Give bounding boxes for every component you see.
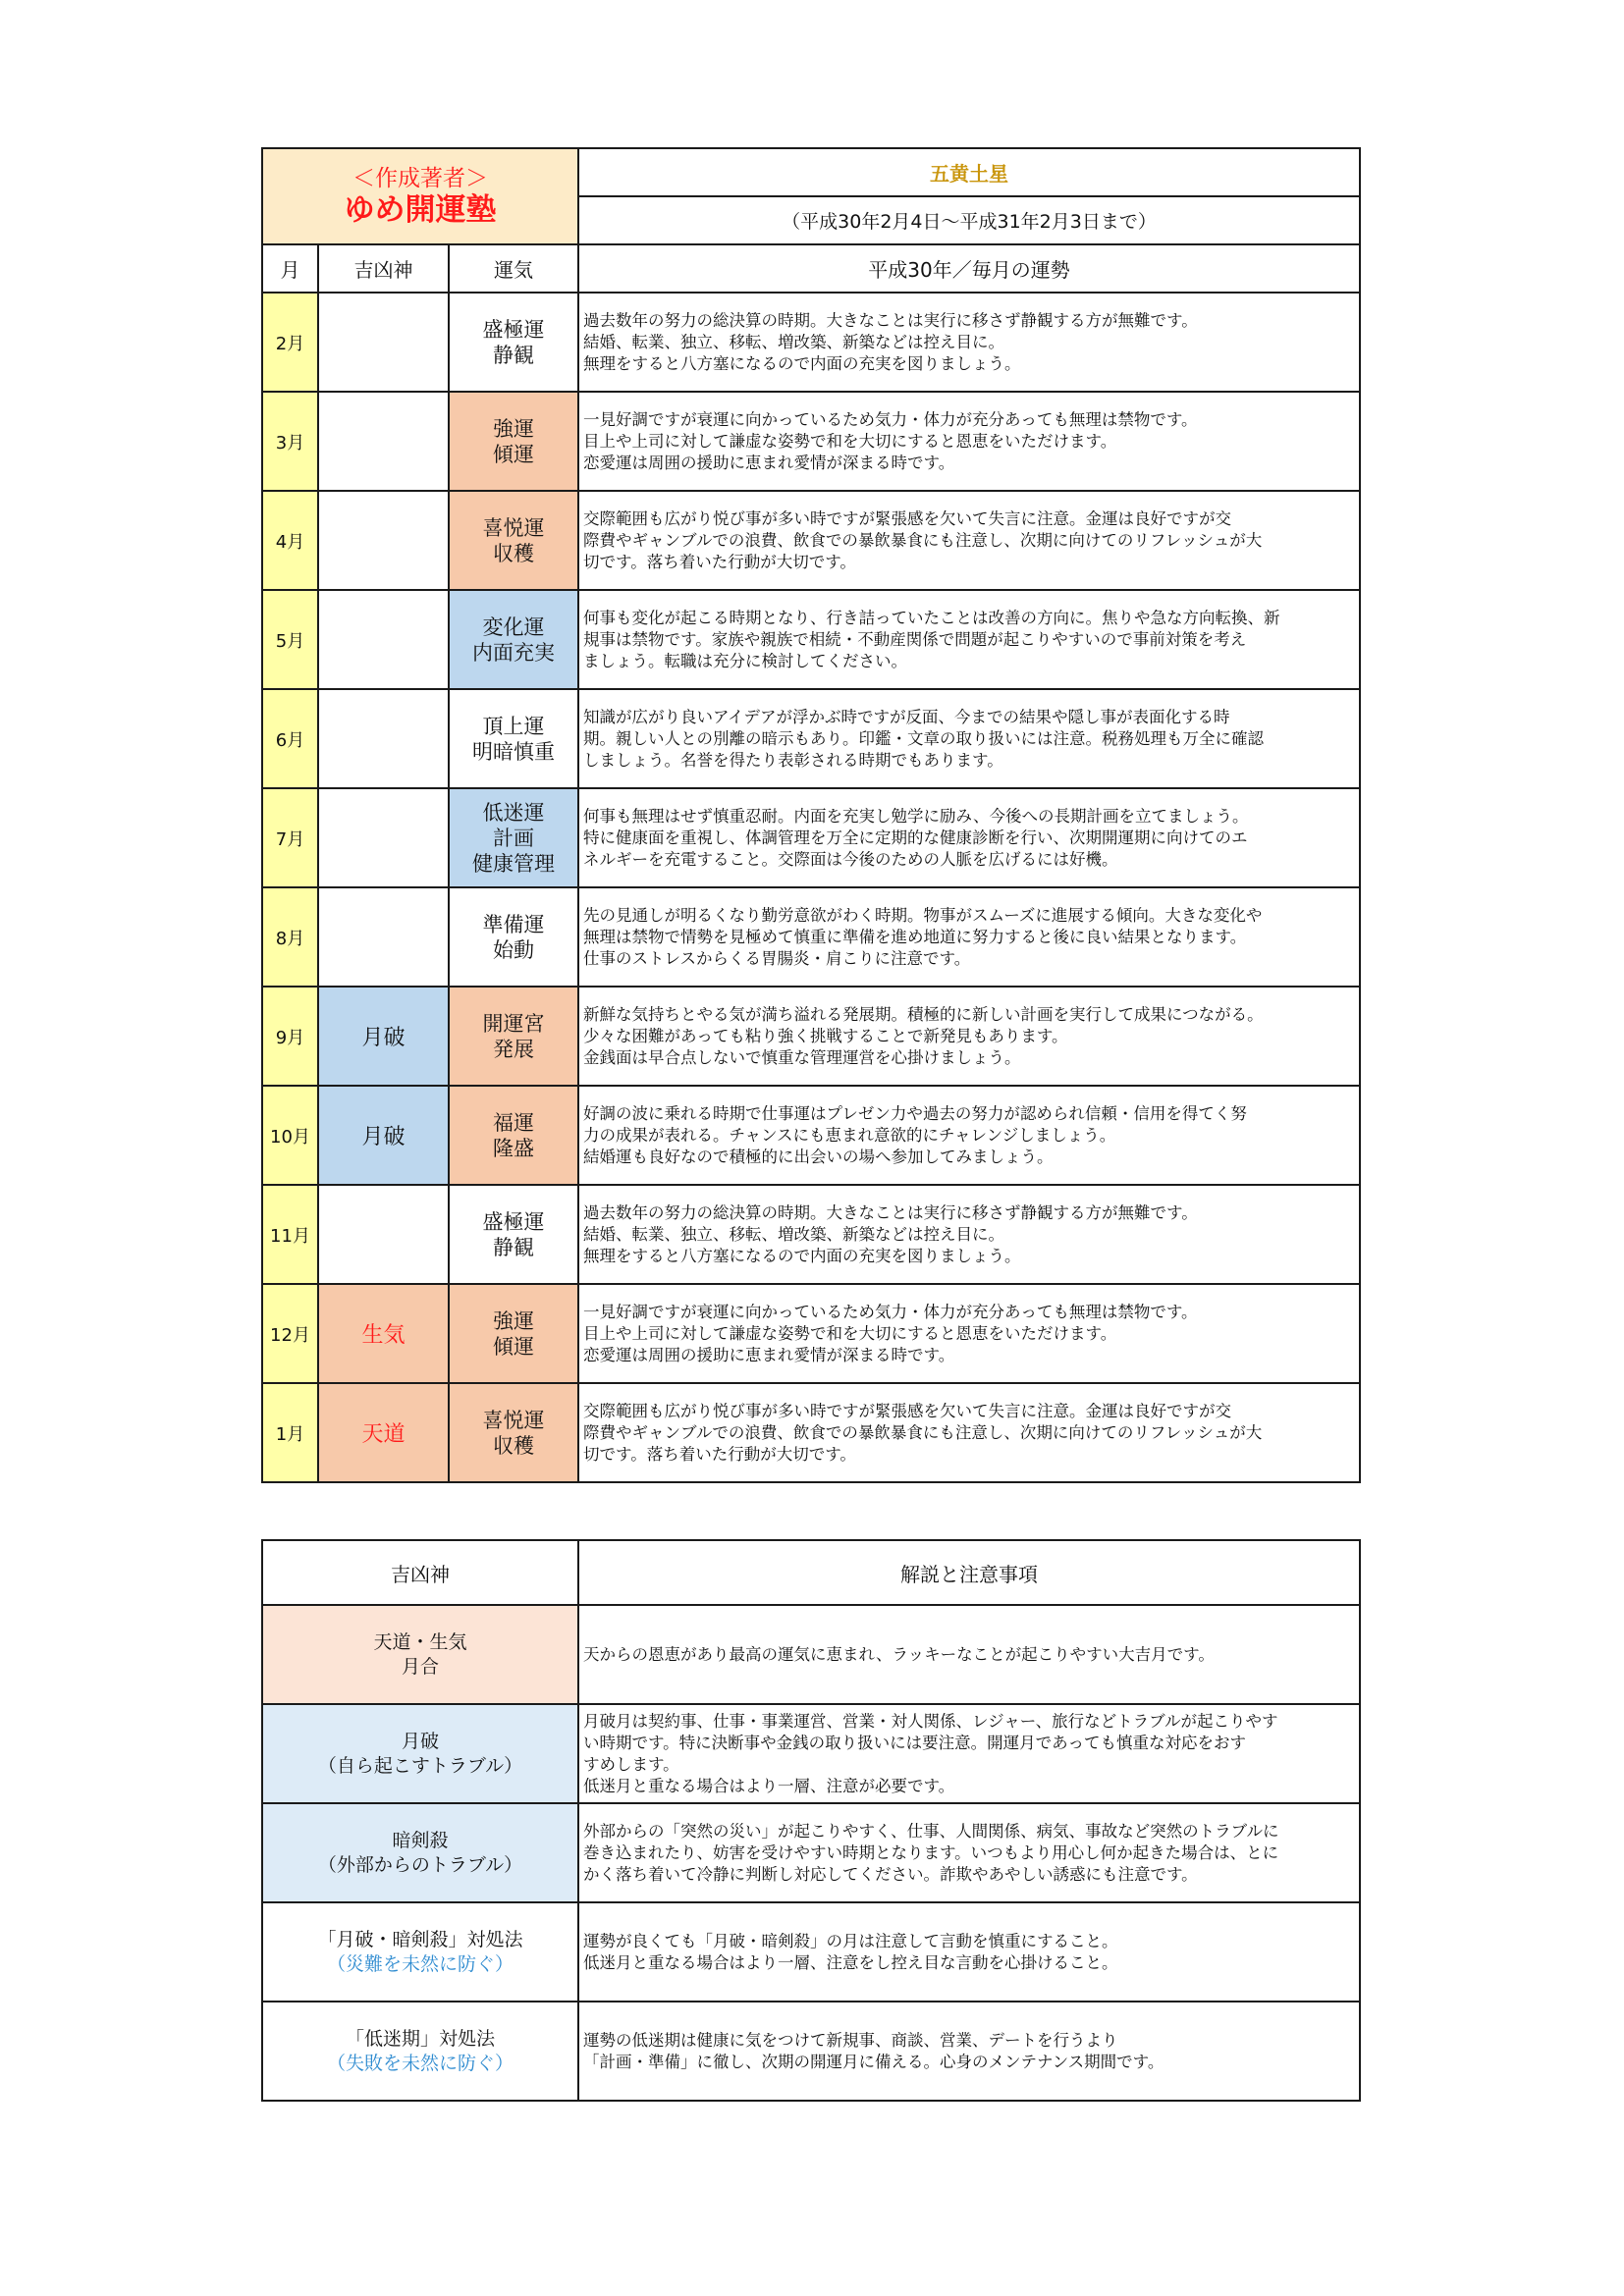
- notes-row: [262, 2002, 1360, 2101]
- fortune-description: [578, 1383, 1360, 1482]
- notes-row: [262, 1803, 1360, 1902]
- description-line: しましょう。名誉を得たり表彰される時期でもあります。: [583, 750, 1003, 770]
- fortune-description: [578, 887, 1360, 987]
- description-line: 切です。落ち着いた行動が大切です。: [583, 1444, 856, 1464]
- notes-description: [578, 1704, 1360, 1803]
- month-cell: 11月: [262, 1185, 318, 1284]
- notes-description-line: 低迷月と重なる場合はより一層、注意が必要です。: [583, 1776, 955, 1795]
- description-line: 交際範囲も広がり悦び事が多い時ですが緊張感を欠いて失言に注意。金運は良好ですが交: [583, 1401, 1232, 1420]
- luck-line: 計画: [493, 826, 534, 850]
- description-line: 無理は禁物で情勢を見極めて慎重に準備を進め地道に努力すると後に良い結果となります。: [583, 927, 1247, 946]
- notes-label-cell: [262, 1902, 578, 2002]
- month-row: [262, 987, 1360, 1086]
- luck-line: 発展: [493, 1037, 534, 1061]
- description-line: 目上や上司に対して謙虚な姿勢で和を大切にすると恩恵をいただけます。: [583, 431, 1117, 451]
- fortune-description: [578, 788, 1360, 887]
- month-row: [262, 392, 1360, 491]
- month-row: [262, 590, 1360, 689]
- description-line: 切です。落ち着いた行動が大切です。: [583, 552, 856, 571]
- notes-label-cell: [262, 2002, 578, 2101]
- luck-line: 始動: [493, 937, 534, 962]
- notes-sublabel: （失敗を未然に防ぐ）: [326, 2052, 514, 2074]
- description-line: 好調の波に乗れる時期で仕事運はプレゼン力や過去の努力が認められ信頼・信用を得てく努: [583, 1103, 1247, 1123]
- notes-description-line: 低迷月と重なる場合はより一層、注意をし控え目な言動を心掛けること。: [583, 1952, 1118, 1972]
- column-header-god: 吉凶神: [318, 244, 449, 293]
- luck-line: 盛極運: [482, 317, 545, 342]
- god-cell: [318, 392, 449, 491]
- description-line: 仕事のストレスからくる胃腸炎・肩こりに注意です。: [583, 948, 971, 968]
- god-cell: [318, 590, 449, 689]
- god-cell: [318, 293, 449, 392]
- notes-description: [578, 1605, 1360, 1704]
- description-line: 規事は禁物です。家族や親族で相続・不動産関係で問題が起こりやすいので事前対策を考え: [583, 629, 1247, 649]
- description-line: 結婚、転業、独立、移転、増改築、新築などは控え目に。: [583, 1224, 1005, 1244]
- description-line: 恋愛運は周囲の援助に恵まれ愛情が深まる時です。: [583, 1345, 955, 1364]
- luck-cell: [449, 293, 578, 392]
- notes-label-line: （自ら起こすトラブル）: [317, 1754, 523, 1777]
- fortune-description: [578, 1185, 1360, 1284]
- description-line: 過去数年の努力の総決算の時期。大きなことは実行に移さず静観する方が無難です。: [583, 1202, 1198, 1222]
- notes-row: [262, 1605, 1360, 1704]
- god-cell: [318, 1185, 449, 1284]
- luck-line: 傾運: [493, 442, 534, 466]
- notes-description: [578, 1803, 1360, 1902]
- god-cell: [318, 887, 449, 987]
- column-header-fortune: 平成30年／毎月の運勢: [578, 244, 1360, 293]
- description-line: 一見好調ですが衰運に向かっているため気力・体力が充分あっても無理は禁物です。: [583, 409, 1198, 429]
- description-line: ネルギーを充電すること。交際面は今後のための人脈を広げるには好機。: [583, 849, 1118, 869]
- month-cell: 5月: [262, 590, 318, 689]
- month-row: [262, 689, 1360, 788]
- luck-line: 開運宮: [482, 1011, 545, 1036]
- description-line: 過去数年の努力の総決算の時期。大きなことは実行に移さず静観する方が無難です。: [583, 310, 1198, 330]
- fortune-description: [578, 293, 1360, 392]
- description-line: 新鮮な気持ちとやる気が満ち溢れる発展期。積極的に新しい計画を実行して成果につながる。: [583, 1004, 1264, 1024]
- luck-line: 健康管理: [472, 851, 555, 876]
- notes-table: [261, 1539, 1361, 2102]
- month-row: [262, 1185, 1360, 1284]
- notes-description-line: 巻き込まれたり、妨害を受けやすい時期となります。いつもより用心し何か起きた場合は、とに: [583, 1842, 1279, 1862]
- notes-description-line: すめします。: [583, 1754, 679, 1774]
- description-line: 際費やギャンブルでの浪費、飲食での暴飲暴食にも注意し、次期に向けてのリフレッシュが大: [583, 1422, 1263, 1442]
- fortune-description: [578, 1284, 1360, 1383]
- god-cell: 月破: [318, 1086, 449, 1185]
- notes-header-desc: 解説と注意事項: [578, 1540, 1360, 1605]
- luck-line: 傾運: [493, 1334, 534, 1359]
- luck-cell: [449, 689, 578, 788]
- notes-row: [262, 1704, 1360, 1803]
- description-line: 無理をすると八方塞になるので内面の充実を図りましょう。: [583, 353, 1021, 373]
- description-line: 交際範囲も広がり悦び事が多い時ですが緊張感を欠いて失言に注意。金運は良好ですが交: [583, 508, 1232, 528]
- god-cell: 月破: [318, 987, 449, 1086]
- god-cell: [318, 689, 449, 788]
- luck-line: 準備運: [482, 912, 545, 936]
- description-line: 知識が広がり良いアイデアが浮かぶ時ですが反面、今までの結果や隠し事が表面化する時: [583, 707, 1230, 726]
- luck-line: 静観: [493, 1235, 534, 1259]
- luck-line: 強運: [493, 416, 534, 441]
- god-cell: 生気: [318, 1284, 449, 1383]
- god-cell: 天道: [318, 1383, 449, 1482]
- month-row: [262, 1383, 1360, 1482]
- luck-cell: [449, 1284, 578, 1383]
- notes-description: [578, 2002, 1360, 2101]
- notes-description-line: 「計画・準備」に徹し、次期の開運月に備える。心身のメンテナンス期間です。: [583, 2052, 1164, 2071]
- luck-line: 変化運: [482, 614, 545, 639]
- notes-description-line: 月破月は契約事、仕事・事業運営、営業・対人関係、レジャー、旅行などトラブルが起こりやす: [583, 1711, 1278, 1731]
- luck-line: 隆盛: [493, 1136, 534, 1160]
- description-line: 何事も無理はせず慎重忍耐。内面を充実し勉学に励み、今後への長期計画を立てましょう。: [583, 806, 1249, 826]
- notes-label-line: 天道・生気: [373, 1630, 467, 1653]
- period-range: （平成30年2月4日～平成31年2月3日まで）: [578, 196, 1360, 244]
- god-cell: [318, 491, 449, 590]
- description-line: 目上や上司に対して謙虚な姿勢で和を大切にすると恩恵をいただけます。: [583, 1323, 1117, 1343]
- notes-description-line: 天からの恩恵があり最高の運気に恵まれ、ラッキーなことが起こりやすい大吉月です。: [583, 1644, 1215, 1664]
- fortune-description: [578, 987, 1360, 1086]
- month-row: [262, 1086, 1360, 1185]
- description-line: 少々な困難があっても粘り強く挑戦することで新発見もあります。: [583, 1026, 1068, 1045]
- month-row: [262, 293, 1360, 392]
- notes-label-cell: [262, 1803, 578, 1902]
- notes-label-line: 暗剣殺: [392, 1829, 449, 1851]
- fortune-description: [578, 590, 1360, 689]
- notes-label-line: （外部からのトラブル）: [317, 1853, 523, 1876]
- luck-line: 強運: [493, 1308, 534, 1333]
- notes-description: [578, 1902, 1360, 2002]
- description-line: 何事も変化が起こる時期となり、行き詰っていたことは改善の方向に。焦りや急な方向転換、新: [583, 608, 1280, 627]
- notes-row: [262, 1902, 1360, 2002]
- notes-description-line: 運勢が良くても「月破・暗剣殺」の月は注意して言動を慎重にすること。: [583, 1931, 1118, 1950]
- notes-description-line: 外部からの「突然の災い」が起こりやすく、仕事、人間関係、病気、事故など突然のトラブルに: [583, 1821, 1279, 1841]
- fortune-description: [578, 392, 1360, 491]
- luck-line: 収穫: [493, 541, 534, 565]
- luck-line: 明暗慎重: [472, 739, 555, 764]
- notes-label-line: 月破: [401, 1730, 439, 1752]
- notes-description-line: 運勢の低迷期は健康に気をつけて新規事、商談、営業、デートを行うより: [583, 2030, 1118, 2050]
- luck-cell: [449, 491, 578, 590]
- fortune-description: [578, 491, 1360, 590]
- notes-description-line: い時期です。特に決断事や金銭の取り扱いには要注意。開運月であっても慎重な対応をおす: [583, 1733, 1247, 1752]
- luck-line: 低迷運: [482, 800, 545, 825]
- luck-line: 喜悦運: [482, 1408, 545, 1432]
- luck-cell: [449, 590, 578, 689]
- description-line: 結婚、転業、独立、移転、増改築、新築などは控え目に。: [583, 332, 1005, 351]
- month-cell: 2月: [262, 293, 318, 392]
- description-line: 際費やギャンブルでの浪費、飲食での暴飲暴食にも注意し、次期に向けてのリフレッシュが大: [583, 530, 1263, 550]
- notes-header-god: 吉凶神: [262, 1540, 578, 1605]
- luck-line: 盛極運: [482, 1209, 545, 1234]
- luck-cell: [449, 392, 578, 491]
- notes-label-line: 月合: [401, 1655, 439, 1678]
- luck-line: 福運: [493, 1110, 534, 1135]
- monthly-fortune-table: [261, 147, 1361, 1483]
- luck-cell: [449, 1086, 578, 1185]
- luck-cell: [449, 987, 578, 1086]
- luck-cell: [449, 1185, 578, 1284]
- luck-line: 頂上運: [482, 714, 545, 738]
- description-line: 特に健康面を重視し、体調管理を万全に定期的な健康診断を行い、次期開運期に向けてのエ: [583, 828, 1248, 847]
- star-title: 五黄土星: [578, 148, 1360, 196]
- description-line: ましょう。転職は充分に検討してください。: [583, 651, 908, 670]
- description-line: 一見好調ですが衰運に向かっているため気力・体力が充分あっても無理は禁物です。: [583, 1302, 1198, 1321]
- month-cell: 10月: [262, 1086, 318, 1185]
- month-cell: 6月: [262, 689, 318, 788]
- description-line: 期。親しい人との別離の暗示もあり。印鑑・文章の取り扱いには注意。税務処理も万全に確認: [583, 728, 1265, 748]
- god-cell: [318, 788, 449, 887]
- fortune-description: [578, 1086, 1360, 1185]
- description-line: 無理をすると八方塞になるので内面の充実を図りましょう。: [583, 1246, 1021, 1265]
- month-row: [262, 491, 1360, 590]
- month-row: [262, 788, 1360, 887]
- description-line: 先の見通しが明るくなり勤労意欲がわく時期。物事がスムーズに進展する傾向。大きな変化や: [583, 905, 1263, 925]
- luck-line: 静観: [493, 343, 534, 367]
- month-cell: 8月: [262, 887, 318, 987]
- notes-label-line: 「低迷期」対処法: [345, 2027, 495, 2050]
- author-name: ゆめ開運塾: [344, 192, 497, 228]
- month-cell: 3月: [262, 392, 318, 491]
- description-line: 金銭面は早合点しないで慎重な管理運営を心掛けましょう。: [583, 1047, 1021, 1067]
- month-cell: 1月: [262, 1383, 318, 1482]
- description-line: 恋愛運は周囲の援助に恵まれ愛情が深まる時です。: [583, 453, 955, 472]
- luck-cell: [449, 887, 578, 987]
- column-header-month: 月: [262, 244, 318, 293]
- notes-label-cell: [262, 1704, 578, 1803]
- month-cell: 7月: [262, 788, 318, 887]
- author-label: ＜作成著者＞: [352, 166, 488, 191]
- luck-cell: [449, 1383, 578, 1482]
- notes-label-line: 「月破・暗剣殺」対処法: [317, 1928, 523, 1950]
- fortune-description: [578, 689, 1360, 788]
- luck-line: 内面充実: [472, 640, 555, 665]
- luck-line: 収穫: [493, 1433, 534, 1458]
- luck-line: 喜悦運: [482, 515, 545, 540]
- notes-sublabel: （災難を未然に防ぐ）: [326, 1952, 514, 1975]
- description-line: 結婚運も良好なので積極的に出会いの場へ参加してみましょう。: [583, 1147, 1054, 1166]
- column-header-luck: 運気: [449, 244, 578, 293]
- month-row: [262, 887, 1360, 987]
- notes-label-cell: [262, 1605, 578, 1704]
- description-line: 力の成果が表れる。チャンスにも恵まれ意欲的にチャレンジしましょう。: [583, 1125, 1116, 1145]
- month-row: [262, 1284, 1360, 1383]
- month-cell: 12月: [262, 1284, 318, 1383]
- author-block: [262, 148, 578, 244]
- notes-description-line: かく落ち着いて冷静に判断し対応してください。詐欺やあやしい誘惑にも注意です。: [583, 1864, 1198, 1884]
- month-cell: 4月: [262, 491, 318, 590]
- luck-cell: [449, 788, 578, 887]
- month-cell: 9月: [262, 987, 318, 1086]
